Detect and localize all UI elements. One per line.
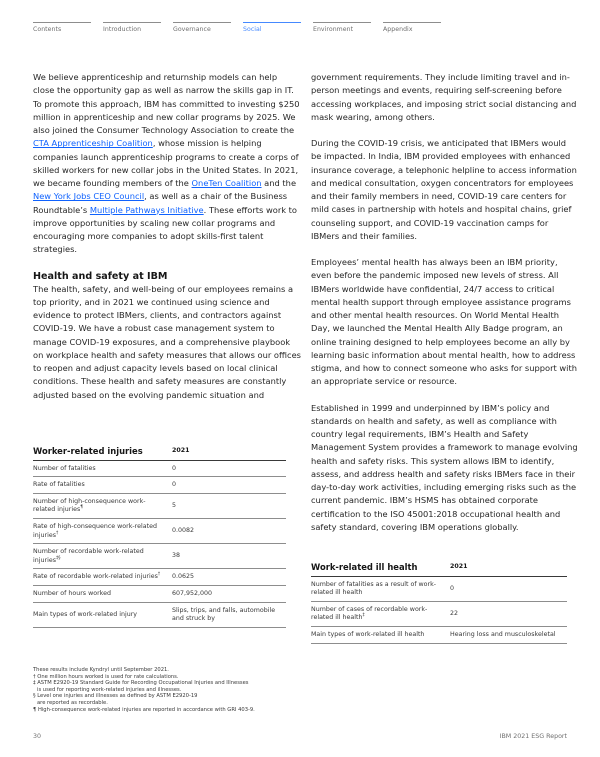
table-row xyxy=(33,602,286,627)
row-value: 0.0625 xyxy=(172,569,286,586)
table-row xyxy=(311,601,567,626)
nav-governance[interactable]: Governance xyxy=(173,22,231,33)
apprenticeship-paragraph xyxy=(33,71,301,257)
row-label: Number of fatalities xyxy=(33,460,172,477)
footnote: § Level one injuries and illnesses as defined by ASTM E2920-19 xyxy=(33,693,198,700)
page-number: 30 xyxy=(33,733,42,740)
table-row xyxy=(33,460,286,477)
footnote-marker: † xyxy=(55,530,59,536)
column-header-year: 2021 xyxy=(450,563,567,576)
cta-apprenticeship-link[interactable]: CTA Apprenticeship Coalition xyxy=(33,138,153,149)
report-title: IBM 2021 ESG Report xyxy=(499,733,567,740)
table-row xyxy=(33,544,286,569)
covid-india-paragraph: During the COVID-19 crisis, we anticipated that IBMers would be impacted. In India, IBM provided employees with enhanced insurance coverage, a telephonic helpline to access information and medical consultation, oxygen concentrators for employees and their family members in need, COVID-19 care centers for mild cases in partnership with hotels and hospital chains, grief counseling support, and COVID-19 vaccination camps for IBMers and their families. xyxy=(311,138,577,241)
row-value: Slips, trips, and falls, automobile and struck by xyxy=(172,602,286,627)
row-label: Number of hours worked xyxy=(33,585,172,602)
row-label: Number of cases of recordable work-related ill health‡ xyxy=(311,601,450,626)
row-value: 0 xyxy=(172,460,286,477)
text-run: We believe apprenticeship and returnship models can help close the opportunity gap as well as narrow the skills gap in IT. To promote this approach, IBM has committed to investing $250 million in apprenticeship and new collar programs by 2025. We also joined the Consumer Technology Association to create the xyxy=(33,72,300,135)
table-title: Work-related ill health xyxy=(311,563,450,576)
row-value: 5 xyxy=(172,493,286,518)
table-footnotes xyxy=(33,667,303,713)
nav-appendix[interactable]: Appendix xyxy=(383,22,441,33)
footnote: These results include Kyndryl until September 2021. xyxy=(33,667,169,673)
table-row xyxy=(33,477,286,494)
ill-health-table xyxy=(311,563,567,644)
worker-injuries-table xyxy=(33,447,286,628)
ill-health-table-block xyxy=(311,563,567,644)
row-label: Number of fatalities as a result of work-related ill health xyxy=(311,576,450,601)
footnote-marker: ‡§ xyxy=(55,555,61,561)
nav-environment[interactable]: Environment xyxy=(313,22,371,33)
row-label: Rate of recordable work-related injuries† xyxy=(33,569,172,586)
footnote: † One million hours worked is used for rate calculations. xyxy=(33,673,179,680)
health-safety-heading: Health and safety at IBM xyxy=(33,270,168,282)
table-row xyxy=(33,493,286,518)
nav-contents[interactable]: Contents xyxy=(33,22,91,33)
requirements-paragraph: government requirements. They include limiting travel and in-person meetings and events, requiring self-screening before accessing workplaces, and imposing strict social distancing and mask wearing, among others. xyxy=(311,72,577,122)
table-row xyxy=(33,585,286,602)
injuries-table-block xyxy=(33,447,286,628)
nav-social[interactable]: Social xyxy=(243,22,301,33)
row-label: Number of recordable work-related injuries‡§ xyxy=(33,544,172,569)
footnote: is used for reporting work-related injuries and illnesses. xyxy=(37,686,182,693)
row-value: 0.0082 xyxy=(172,518,286,543)
footnote: are reported as recordable. xyxy=(37,699,108,706)
row-label: Main types of work-related injury xyxy=(33,602,172,627)
table-row xyxy=(311,576,567,601)
row-label: Number of high-consequence work-related injuries¶ xyxy=(33,493,172,518)
multiple-pathways-link[interactable]: Multiple Pathways Initiative xyxy=(89,204,204,215)
footnote-marker: ¶ xyxy=(80,505,84,511)
row-label: Rate of fatalities xyxy=(33,477,172,494)
text-run: . These efforts work to improve opportunities by scaling new collar programs and encouraging more companies to adopt skills-first talent strategies. xyxy=(33,204,298,255)
row-value: Hearing loss and musculoskeletal xyxy=(450,626,567,643)
table-row xyxy=(33,569,286,586)
nav-introduction[interactable]: Introduction xyxy=(103,22,161,33)
footnote-marker: † xyxy=(157,572,161,578)
row-value: 0 xyxy=(172,477,286,494)
hsms-paragraph: Established in 1999 and underpinned by IBM’s policy and standards on health and safety, as well as compliance with country legal requirements, IBM’s Health and Safety Management System provides a framework to manage evolving health and safety risks. This system allows IBM to identify, assess, and address health and safety risks IBMers face in their day-to-day work activities, including emerging risks such as the current pandemic. IBM’s HSMS has obtained corporate certification to the ISO 45001:2018 occupational health and safety standard, covering IBM operations globally. xyxy=(311,402,578,532)
health-safety-paragraph: The health, safety, and well-being of our employees remains a top priority, and in 2021 we continued using science and evidence to protect IBMers, clients, and contractors against COVID-19. We have a robust case management system to manage COVID-19 exposures, and a comprehensive playbook on workplace health and safety measures that allows our offices to reopen and adjust capacity levels based on local clinical conditions. These health and safety measures are constantly adjusted based on the evolving pandemic situation and xyxy=(33,283,302,400)
column-header-year: 2021 xyxy=(172,447,286,460)
footnote: ‡ ASTM E2920-19 Standard Guide for Recording Occupational Injuries and Illnesses xyxy=(33,680,249,687)
table-title: Worker-related injuries xyxy=(33,447,172,460)
row-value: 22 xyxy=(450,601,567,626)
footnote-marker: ‡ xyxy=(362,613,365,619)
text-run: , whose mission is helping companies launch apprenticeship programs to create a corps of skilled workers for new collar jobs in the United States. In 2021, we became founding members of the xyxy=(33,138,299,188)
row-value: 607,952,000 xyxy=(172,585,286,602)
ny-jobs-ceo-council-link[interactable]: New York Jobs CEO Council xyxy=(33,191,145,202)
table-row xyxy=(33,518,286,543)
footnote: ¶ High-consequence work-related injuries are reported in accordance with GRI 403-9. xyxy=(33,706,255,713)
left-column xyxy=(33,71,301,415)
text-run: , as well as a chair of the Business Roundtable’s xyxy=(33,191,288,215)
section-nav xyxy=(33,22,441,33)
row-value: 38 xyxy=(172,544,286,569)
row-label: Main types of work-related ill health xyxy=(311,626,450,643)
row-label: Rate of high-consequence work-related injuries† xyxy=(33,518,172,543)
table-row xyxy=(311,626,567,643)
right-column xyxy=(311,71,579,547)
text-run: and the xyxy=(261,178,297,188)
mental-health-paragraph: Employees’ mental health has always been an IBM priority, even before the pandemic imposed new levels of stress. All IBMers worldwide have confidential, 24/7 access to critical mental health support through employee assistance programs and other mental health resources. On World Mental Health Day, we launched the Mental Health Ally Badge program, an online training designed to help employees become an ally by learning basic information about mental health, how to address stigma, and how to connect someone who asks for support with an appropriate service or resource. xyxy=(311,257,578,387)
oneten-coalition-link[interactable]: OneTen Coalition xyxy=(191,178,262,188)
row-value: 0 xyxy=(450,576,567,601)
